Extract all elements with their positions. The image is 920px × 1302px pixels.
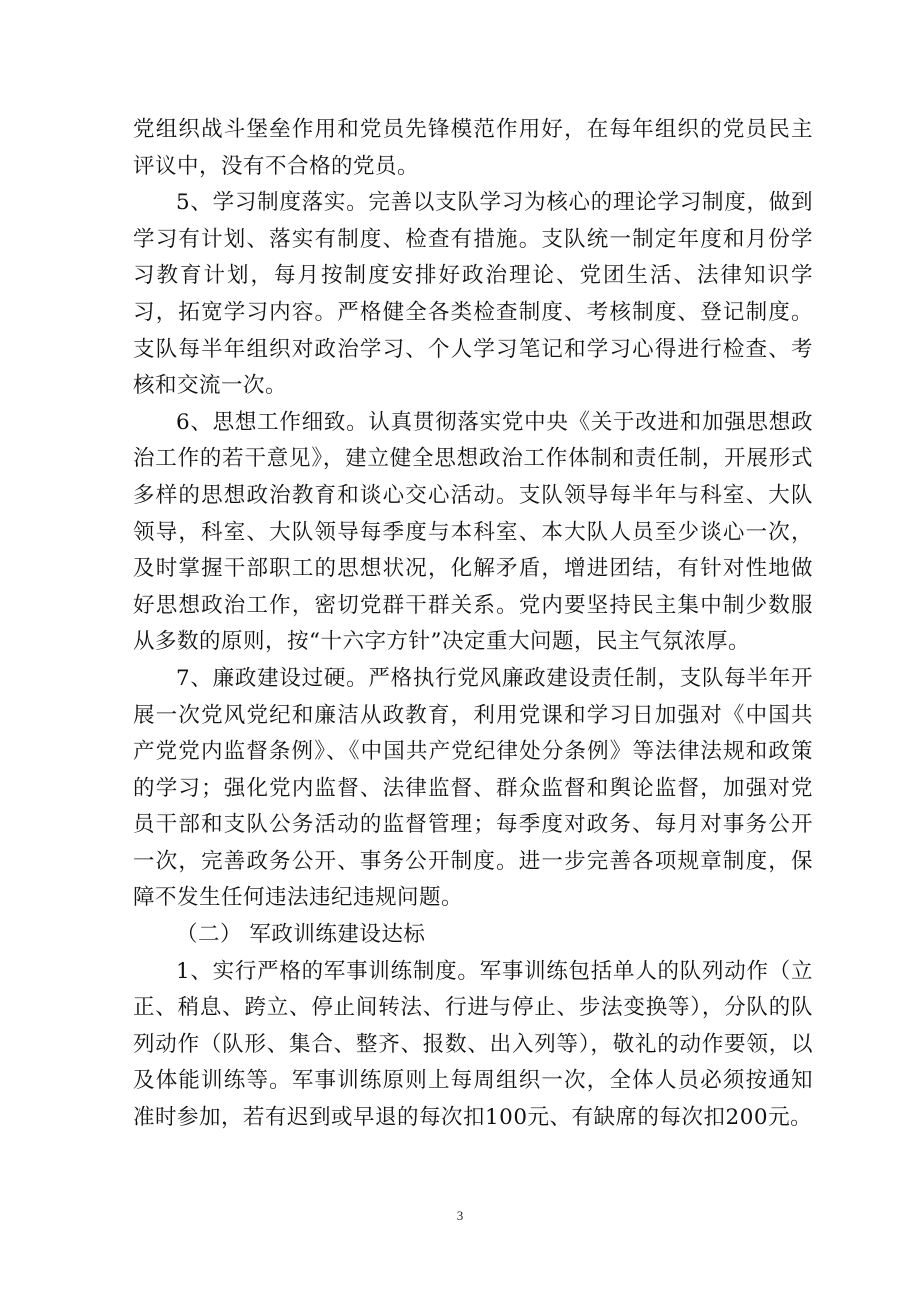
paragraph-section-2-item-1: 1、实行严格的军事训练制度。军事训练包括单人的队列动作（立正、稍息、跨立、停止间转法、行进与停止、步法变换等），分队的队列动作（队形、集合、整齐、报数、出入列等），敬礼的动作要领，以及体能训练等。军事训练原则上每周组织一次，全体人员必须按通知准时参加，若有迟到或早退的每次扣100元、有缺席的每次扣200元。 [133, 958, 813, 1131]
section-heading: （二） 军政训练建设达标 [176, 922, 426, 948]
paragraph-item-5: 5、学习制度落实。完善以支队学习为核心的理论学习制度，做到学习有计划、落实有制度、检查有措施。支队统一制定年度和月份学习教育计划，每月按制度安排好政治理论、党团生活、法律知识学习，拓宽学习内容。严格健全各类检查制度、考核制度、登记制度。支队每半年组织对政治学习、个人学习笔记和学习心得进行检查、考核和交流一次。 [133, 190, 813, 399]
paragraph-item-7: 7、廉政建设过硬。严格执行党风廉政建设责任制，支队每半年开展一次党风党纪和廉洁从政教育，利用党课和学习日加强对《中国共产党党内监督条例》、《中国共产党纪律处分条例》等法律法规和政策的学习；强化党内监督、法律监督、群众监督和舆论监督，加强对党员干部和支队公务活动的监督管理；每季度对政务、每月对事务公开一次，完善政务公开、事务公开制度。进一步完善各项规章制度，保障不发生任何违法违纪违规问题。 [133, 665, 813, 911]
document-body [133, 112, 813, 1137]
page-number: 3 [456, 1208, 464, 1223]
paragraph-continuation: 党组织战斗堡垒作用和党员先锋模范作用好，在每年组织的党员民主评议中，没有不合格的党员。 [133, 117, 813, 179]
paragraph-item-6: 6、思想工作细致。认真贯彻落实党中央《关于改进和加强思想政治工作的若干意见》，建立健全思想政治工作体制和责任制，开展形式多样的思想政治教育和谈心交心活动。支队领导每半年与科室、大队领导，科室、大队领导每季度与本科室、本大队人员至少谈心一次，及时掌握干部职工的思想状况，化解矛盾，增进团结，有针对性地做好思想政治工作，密切党群干群关系。党内要坚持民主集中制少数服从多数的原则，按“十六字方针”决定重大问题，民主气氛浓厚。 [133, 409, 813, 655]
